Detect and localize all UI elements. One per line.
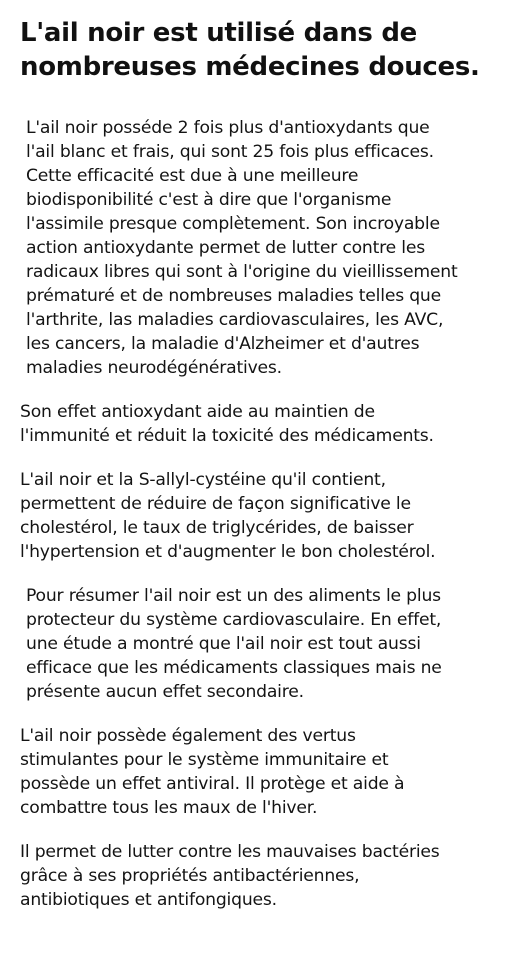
text-line: Il permet de lutter contre les mauvaises bactéries: [20, 842, 440, 862]
article-body: [20, 116, 514, 912]
text-line: protecteur du système cardiovasculaire. En effet,: [26, 610, 442, 630]
text-line: l'immunité et réduit la toxicité des médicaments.: [20, 426, 434, 446]
paragraph-immunite: [20, 400, 514, 448]
text-line: antibiotiques et antifongiques.: [20, 890, 277, 910]
text-line: L'ail noir possède également des vertus: [20, 726, 356, 746]
text-line: permettent de réduire de façon significative le: [20, 494, 411, 514]
text-line: l'arthrite, las maladies cardiovasculaires, les AVC,: [26, 310, 444, 330]
article: [20, 16, 514, 932]
text-line: présente aucun effet secondaire.: [26, 682, 304, 702]
page-title: [20, 16, 514, 84]
text-line: l'hypertension et d'augmenter le bon cholestérol.: [20, 542, 436, 562]
text-line: Son effet antioxydant aide au maintien de: [20, 402, 375, 422]
text-line: radicaux libres qui sont à l'origine du vieillissement: [26, 262, 458, 282]
text-line: l'ail blanc et frais, qui sont 25 fois plus efficaces.: [26, 142, 434, 162]
paragraph-antioxydants: [20, 116, 514, 380]
title-line-1: L'ail noir est utilisé dans de: [20, 18, 417, 48]
paragraph-antibacterien: [20, 840, 514, 912]
text-line: Pour résumer l'ail noir est un des aliments le plus: [26, 586, 441, 606]
text-line: prématuré et de nombreuses maladies telles que: [26, 286, 441, 306]
text-line: stimulantes pour le système immunitaire et: [20, 750, 389, 770]
title-line-2: nombreuses médecines douces.: [20, 52, 480, 82]
text-line: grâce à ses propriétés antibactériennes,: [20, 866, 360, 886]
text-line: cholestérol, le taux de triglycérides, de baisser: [20, 518, 414, 538]
text-line: action antioxydante permet de lutter contre les: [26, 238, 425, 258]
paragraph-antiviral: [20, 724, 514, 820]
text-line: l'assimile presque complètement. Son incroyable: [26, 214, 440, 234]
paragraph-cholesterol: [20, 468, 514, 564]
text-line: Cette efficacité est due à une meilleure: [26, 166, 359, 186]
text-line: une étude a montré que l'ail noir est tout aussi: [26, 634, 421, 654]
text-line: L'ail noir et la S-allyl-cystéine qu'il contient,: [20, 470, 386, 490]
text-line: L'ail noir posséde 2 fois plus d'antioxydants que: [26, 118, 430, 138]
text-line: biodisponibilité c'est à dire que l'organisme: [26, 190, 392, 210]
paragraph-cardiovasculaire: [20, 584, 514, 704]
text-line: possède un effet antiviral. Il protège et aide à: [20, 774, 405, 794]
text-line: combattre tous les maux de l'hiver.: [20, 798, 318, 818]
text-line: efficace que les médicaments classiques mais ne: [26, 658, 442, 678]
text-line: les cancers, la maladie d'Alzheimer et d'autres: [26, 334, 420, 354]
text-line: maladies neurodégénératives.: [26, 358, 282, 378]
